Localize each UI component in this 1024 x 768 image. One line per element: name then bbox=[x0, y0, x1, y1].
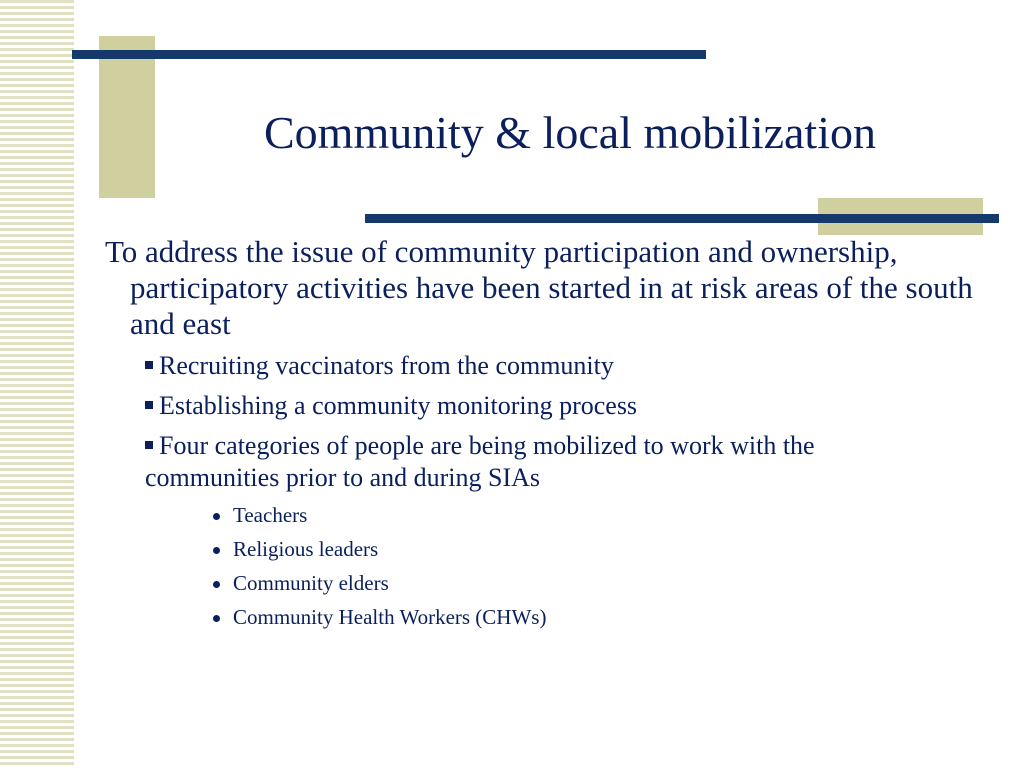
category-text: Community elders bbox=[233, 571, 389, 595]
round-bullet-icon bbox=[213, 547, 220, 554]
decorative-stripe-bar bbox=[0, 0, 74, 768]
category-item bbox=[213, 570, 985, 596]
round-bullet-icon bbox=[213, 615, 220, 622]
title-accent-block-left bbox=[99, 36, 155, 198]
square-bullet-icon bbox=[145, 401, 153, 409]
sub-bullet-item bbox=[145, 350, 925, 382]
category-text: Religious leaders bbox=[233, 537, 379, 561]
title-accent-line-top bbox=[72, 50, 706, 59]
category-item bbox=[213, 536, 985, 562]
square-bullet-icon bbox=[145, 361, 153, 369]
sub-bullet-text: Four categories of people are being mobilized to work with the communities prior to and during SIAs bbox=[145, 431, 815, 492]
sub-bullet-text: Recruiting vaccinators from the community bbox=[159, 351, 614, 380]
category-item bbox=[213, 502, 985, 528]
slide-body bbox=[105, 234, 985, 638]
category-item bbox=[213, 604, 985, 630]
sub-bullet-item bbox=[145, 430, 925, 494]
round-bullet-icon bbox=[213, 513, 220, 520]
sub-bullet-item bbox=[145, 390, 925, 422]
category-text: Teachers bbox=[233, 503, 308, 527]
square-bullet-icon bbox=[145, 441, 153, 449]
sub-bullet-text: Establishing a community monitoring process bbox=[159, 391, 638, 420]
title-accent-line-bottom bbox=[365, 214, 999, 223]
main-bullet-text: To address the issue of community participation and ownership, participatory activities have been started in at risk areas of the south and east bbox=[105, 234, 973, 341]
round-bullet-icon bbox=[213, 581, 220, 588]
slide-title: Community & local mobilization bbox=[264, 107, 876, 158]
category-text: Community Health Workers (CHWs) bbox=[233, 605, 547, 629]
